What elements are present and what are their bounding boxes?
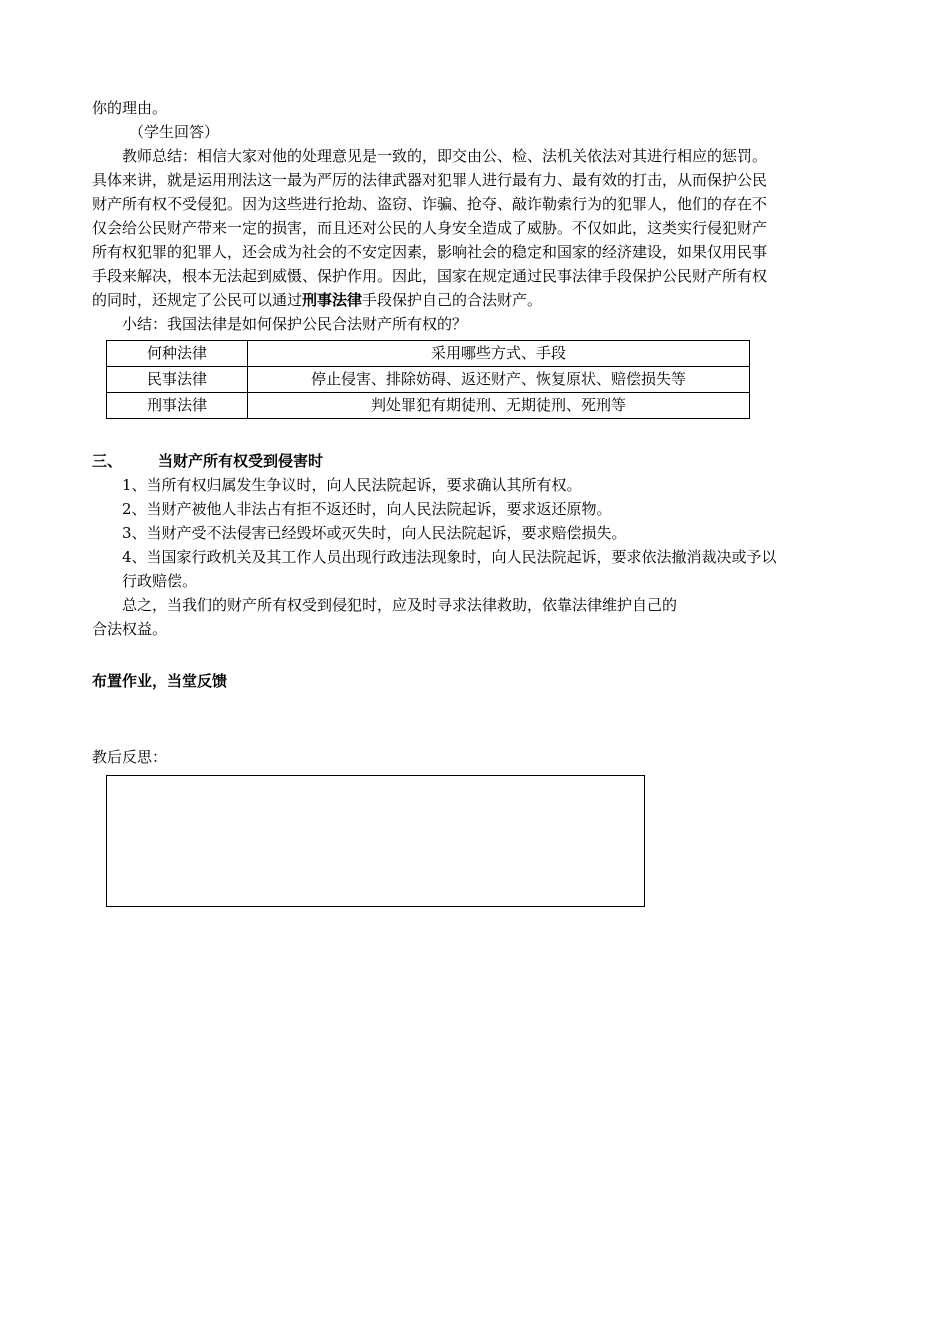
text-line: 手段来解决，根本无法起到威慑、保护作用。因此，国家在规定通过民事法律手段保护公民财产所有权 xyxy=(92,267,768,285)
table-header-row xyxy=(107,341,750,367)
table-cell: 刑事法律 xyxy=(107,393,248,419)
text-line: 财产所有权不受侵犯。因为这些进行抢劫、盗窃、诈骗、抢夺、敲诈勒索行为的犯罪人，他们的存在不 xyxy=(92,195,768,213)
emphasis-text: 刑事法律 xyxy=(302,291,363,309)
section-title: 当财产所有权受到侵害时 xyxy=(158,452,324,470)
section-number: 三、 xyxy=(92,452,123,470)
text-line: （学生回答） xyxy=(129,123,220,141)
table-cell: 停止侵害、排除妨碍、返还财产、恢复原状、赔偿损失等 xyxy=(248,367,750,393)
section-heading xyxy=(92,449,862,473)
list-item: 1、当所有权归属发生争议时，向人民法院起诉，要求确认其所有权。 xyxy=(122,476,582,494)
list-item: 3、当财产受不法侵害已经毁坏或灭失时，向人民法院起诉，要求赔偿损失。 xyxy=(122,524,627,542)
table-row xyxy=(107,367,750,393)
text-line: 所有权犯罪的犯罪人，还会成为社会的不安定因素，影响社会的稳定和国家的经济建设，如果仅用民事 xyxy=(92,243,768,261)
table-cell: 判处罪犯有期徒刑、无期徒刑、死刑等 xyxy=(248,393,750,419)
text-line: 你的理由。 xyxy=(92,99,168,117)
list-item-continuation: 行政赔偿。 xyxy=(122,572,198,590)
conclusion-line: 合法权益。 xyxy=(92,620,168,638)
table-row xyxy=(107,393,750,419)
homework-heading: 布置作业，当堂反馈 xyxy=(92,672,228,690)
reflection-box xyxy=(106,775,645,907)
list-item: 2、当财产被他人非法占有拒不返还时，向人民法院起诉，要求返还原物。 xyxy=(122,500,612,518)
law-table xyxy=(106,340,750,419)
text-line: 仅会给公民财产带来一定的损害，而且还对公民的人身安全造成了威胁。不仅如此，这类实行侵犯财产 xyxy=(92,219,768,237)
table-header-cell: 采用哪些方式、手段 xyxy=(248,341,750,367)
table-header-cell: 何种法律 xyxy=(107,341,248,367)
text-fragment: 的同时，还规定了公民可以通过 xyxy=(92,291,303,309)
conclusion-line: 总之，当我们的财产所有权受到侵犯时，应及时寻求法律救助，依靠法律维护自己的 xyxy=(122,596,678,614)
list-item: 4、当国家行政机关及其工作人员出现行政违法现象时，向人民法院起诉，要求依法撤消裁决或予以 xyxy=(122,548,777,566)
text-line: 教师总结：相信大家对他的处理意见是一致的，即交由公、检、法机关依法对其进行相应的惩罚。 xyxy=(122,147,768,165)
reflection-label: 教后反思： xyxy=(92,748,168,766)
summary-line: 小结：我国法律是如何保护公民合法财产所有权的？ xyxy=(122,315,468,333)
text-line xyxy=(92,288,862,312)
text-fragment: 手段保护自己的合法财产。 xyxy=(362,291,543,309)
text-line: 具体来讲，就是运用刑法这一最为严厉的法律武器对犯罪人进行最有力、最有效的打击，从而保护公民 xyxy=(92,171,768,189)
table-cell: 民事法律 xyxy=(107,367,248,393)
document-page xyxy=(92,96,862,907)
